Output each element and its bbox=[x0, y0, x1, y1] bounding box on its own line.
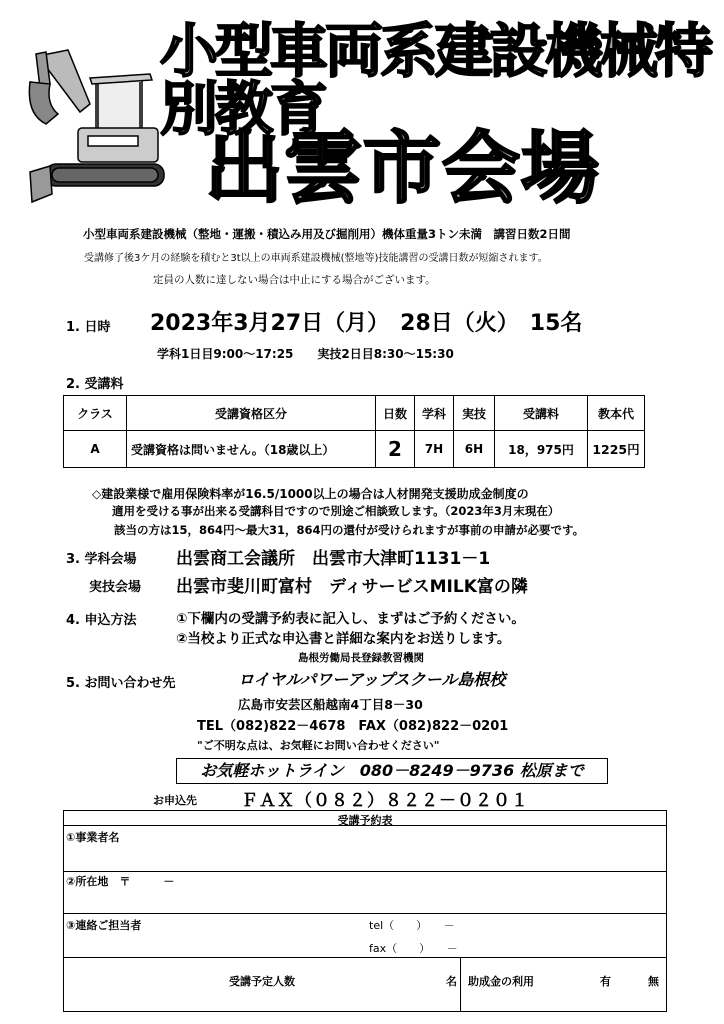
venue-label: 3. 学科会場 bbox=[66, 552, 137, 567]
title-line2: 出雲市会場 bbox=[205, 124, 601, 214]
fee-note2: 適用を受ける事が出来る受講科目ですので別途ご相談致します。（2023年3月末現在） bbox=[112, 504, 560, 518]
th-days: 日数 bbox=[376, 396, 415, 431]
intro-line2: 受講修了後3ケ月の経験を積むと3t以上の車両系建設機械(整地等)技能講習の受講日数が短縮されます。 bbox=[84, 253, 548, 264]
registration: 島根労働局長登録教習機関 bbox=[298, 652, 424, 664]
fax-number: ＦＡＸ（０８２）８２２－０２０１ bbox=[241, 791, 529, 811]
th-class: クラス bbox=[64, 396, 127, 431]
contact-label: 5. お問い合わせ先 bbox=[66, 676, 176, 691]
practical-venue-label: 実技会場 bbox=[89, 580, 142, 595]
th-fee: 受講料 bbox=[495, 396, 588, 431]
form-attendee-count[interactable]: 受講予定人数 bbox=[229, 975, 295, 988]
form-subsidy-no[interactable]: 無 bbox=[648, 975, 659, 988]
td-fee: 18，975円 bbox=[495, 431, 588, 468]
excavator-illustration bbox=[28, 44, 178, 222]
apply-step1: ①下欄内の受講予約表に記入し、まずはご予約ください。 bbox=[176, 611, 525, 627]
fee-table-header bbox=[64, 396, 645, 431]
practical-venue-value: 出雲市斐川町富村 ディサービスMILK富の隣 bbox=[176, 577, 528, 597]
th-practical: 実技 bbox=[454, 396, 495, 431]
form-tel[interactable]: tel（ ） － bbox=[369, 919, 455, 932]
form-fax[interactable]: fax（ ） － bbox=[369, 942, 458, 955]
td-theory: 7H bbox=[415, 431, 454, 468]
td-class: A bbox=[64, 431, 127, 468]
apply-label: 4. 申込方法 bbox=[66, 613, 137, 628]
datetime-value: 2023年3月27日（月） 28日（火） 15名 bbox=[150, 311, 583, 336]
schedule: 学科1日目9:00～17:25 実技2日目8:30～15:30 bbox=[157, 347, 454, 361]
th-theory: 学科 bbox=[415, 396, 454, 431]
form-subsidy-label: 助成金の利用 bbox=[468, 975, 534, 988]
intro-line3: 定員の人数に達しない場合は中止にする場合がございます。 bbox=[153, 274, 436, 286]
apply-step2: ②当校より正式な申込書と詳細な案内をお送りします。 bbox=[176, 631, 511, 647]
fee-table-row bbox=[64, 431, 645, 468]
th-qualification: 受講資格区分 bbox=[127, 396, 376, 431]
form-address[interactable]: ②所在地 〒 － bbox=[66, 875, 175, 888]
hotline-box: お気軽ホットライン 080－8249－9736 松原まで bbox=[176, 758, 608, 784]
intro-line1: 小型車両系建設機械（整地・運搬・積込み用及び掘削用）機体重量3トン未満 講習日数2日間 bbox=[83, 227, 571, 241]
tel-fax: TEL（082)822－4678 FAX（082)822－0201 bbox=[197, 719, 509, 734]
school-address: 広島市安芸区船越南4丁目8－30 bbox=[238, 697, 423, 712]
form-count-unit: 名 bbox=[446, 975, 457, 988]
th-textbook: 教本代 bbox=[588, 396, 645, 431]
fee-label: 2. 受講料 bbox=[66, 377, 124, 392]
title-line1: 小型車両系建設機械特別教育 bbox=[160, 17, 711, 143]
inquiry-note: "ご不明な点は、お気軽にお問い合わせください" bbox=[197, 739, 440, 752]
td-practical: 6H bbox=[454, 431, 495, 468]
school-name: ロイヤルパワーアップスクール島根校 bbox=[238, 670, 506, 689]
venue-value: 出雲商工会議所 出雲市大津町1131－1 bbox=[176, 549, 491, 569]
fee-note3: 該当の方は15，864円～最大31，864円の還付が受けられますが事前の申請が必要です。 bbox=[114, 523, 585, 537]
td-days: 2 bbox=[376, 431, 415, 468]
reservation-form bbox=[63, 810, 667, 1012]
fax-label: お申込先 bbox=[153, 794, 197, 807]
td-qualification: 受講資格は問いません。（18歳以上） bbox=[127, 431, 376, 468]
form-title: 受講予約表 bbox=[337, 814, 393, 827]
datetime-label: 1. 日時 bbox=[66, 320, 111, 335]
fee-table bbox=[63, 395, 645, 468]
form-subsidy-yes[interactable]: 有 bbox=[600, 975, 611, 988]
form-contact-person[interactable]: ③連絡ご担当者 bbox=[66, 919, 142, 932]
td-textbook: 1225円 bbox=[588, 431, 645, 468]
fee-note1: ◇建設業様で雇用保険料率が16.5/1000以上の場合は人材開発支援助成金制度の bbox=[92, 487, 529, 501]
form-company[interactable]: ①事業者名 bbox=[66, 831, 120, 844]
